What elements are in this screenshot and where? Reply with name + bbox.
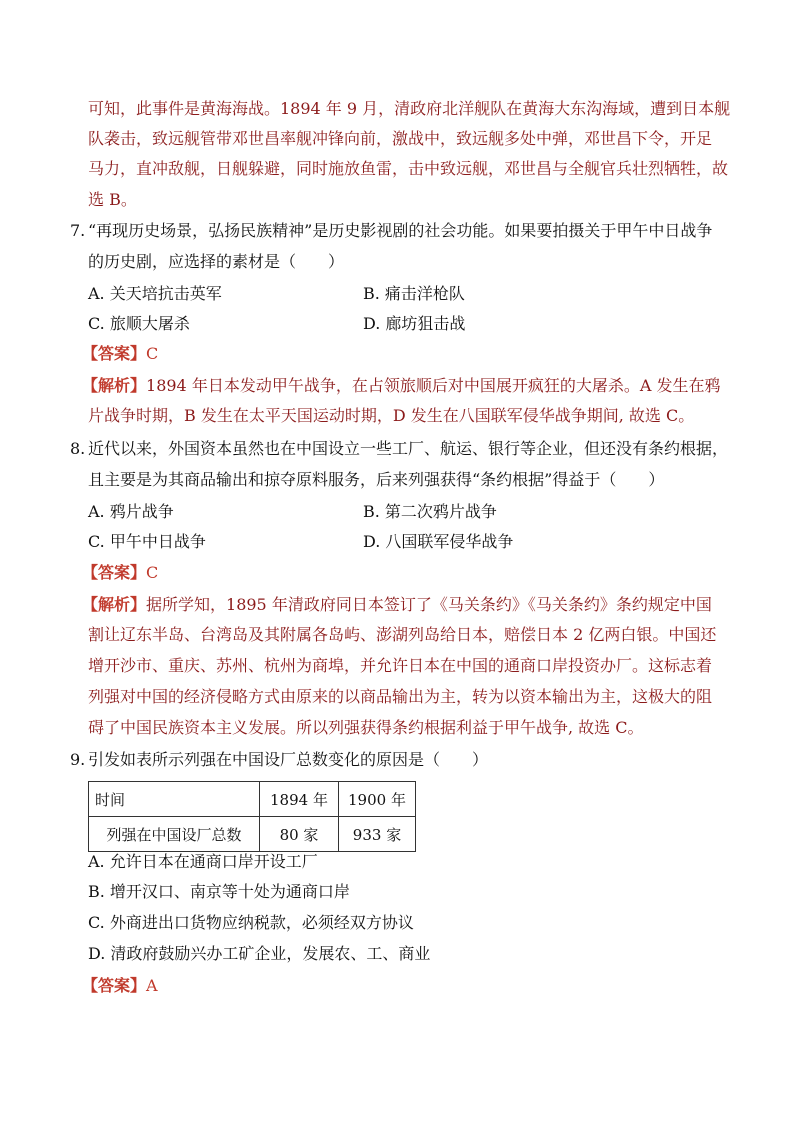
table-header-row (89, 782, 416, 817)
analysis-tag: 【解析】 (82, 376, 147, 395)
table-header-cell: 1900 年 (339, 782, 416, 817)
q9-option-b: B. 增开汉口、南京等十处为通商口岸 (88, 882, 350, 901)
q8-analysis-line-4: 列强对中国的经济侵略方式由原来的以商品输出为主，转为以资本输出为主，这极大的阻 (88, 687, 713, 706)
table-header-cell: 时间 (89, 782, 260, 817)
analysis6-line-2: 队袭击，致远舰管带邓世昌率舰冲锋向前，激战中，致远舰多处中弹，邓世昌下令，开足 (88, 129, 713, 148)
q9-option-d: D. 清政府鼓励兴办工矿企业，发展农、工、商业 (88, 944, 431, 963)
table-cell: 933 家 (339, 817, 416, 852)
q7-number: 7. (70, 221, 86, 240)
q8-analysis-line-1 (82, 595, 712, 615)
q8-answer (82, 563, 158, 583)
q8-stem-line-1: 近代以来，外国资本虽然也在中国设立一些工厂、航运、银行等企业，但还没有条约根据， (88, 439, 729, 458)
q9-number: 9. (70, 750, 86, 769)
q9-stem: 引发如表所示列强在中国设厂总数变化的原因是（ ） (88, 750, 489, 769)
analysis-tag: 【解析】 (82, 595, 147, 614)
q7-stem-line-2: 的历史剧，应选择的素材是（ ） (88, 252, 345, 271)
q7-analysis-line-1 (82, 376, 720, 396)
answer-tag: 【答案】 (82, 344, 147, 363)
table-cell: 80 家 (260, 817, 339, 852)
answer-value: C (146, 563, 159, 582)
factory-count-table (88, 781, 416, 852)
analysis6-line-1: 可知，此事件是黄海海战。1894 年 9 月，清政府北洋舰队在黄海大东沟海域，遭到日本舰 (88, 99, 731, 118)
analysis-text: 据所学知，1895 年清政府同日本签订了《马关条约》《马关条约》条约规定中国 (146, 595, 712, 614)
q8-number: 8. (70, 439, 86, 458)
q8-stem-line-2: 且主要是为其商品输出和掠夺原料服务，后来列强获得“条约根据”得益于（ ） (88, 470, 665, 489)
q7-option-d: D. 廊坊狙击战 (363, 314, 466, 333)
answer-value: A (146, 976, 158, 995)
analysis6-line-3: 马力，直冲敌舰，日舰躲避，同时施放鱼雷，击中致远舰，邓世昌与全舰官兵壮烈牺牲，故 (88, 159, 729, 178)
q9-option-a: A. 允许日本在通商口岸开设工厂 (88, 852, 318, 871)
q7-analysis-line-2: 片战争时期，B 发生在太平天国运动时期，D 发生在八国联军侵华战争期间, 故选 C。 (88, 406, 695, 425)
q7-option-a: A. 关天培抗击英军 (88, 284, 222, 303)
q8-option-b: B. 第二次鸦片战争 (363, 502, 497, 521)
q7-option-b: B. 痛击洋枪队 (363, 284, 465, 303)
q9-answer (82, 976, 158, 996)
q8-analysis-line-2: 割让辽东半岛、台湾岛及其附属各岛屿、澎湖列岛给日本，赔偿日本 2 亿两白银。中国还 (88, 625, 717, 644)
analysis-text: 1894 年日本发动甲午战争，在占领旅顺后对中国展开疯狂的大屠杀。A 发生在鸦 (146, 376, 721, 395)
table-row (89, 817, 416, 852)
q9-option-c: C. 外商进出口货物应纳税款，必须经双方协议 (88, 913, 414, 932)
answer-tag: 【答案】 (82, 976, 147, 995)
table-cell: 列强在中国设厂总数 (89, 817, 260, 852)
q7-answer (82, 344, 158, 364)
answer-value: C (146, 344, 159, 363)
q8-option-c: C. 甲午中日战争 (88, 532, 206, 551)
q8-option-d: D. 八国联军侵华战争 (363, 532, 514, 551)
answer-tag: 【答案】 (82, 563, 147, 582)
q8-option-a: A. 鸦片战争 (88, 502, 174, 521)
analysis6-line-4: 选 B。 (88, 190, 137, 209)
q7-stem-line-1: “再现历史场景，弘扬民族精神”是历史影视剧的社会功能。如果要拍摄关于甲午中日战争 (88, 221, 713, 240)
q7-option-c: C. 旅顺大屠杀 (88, 314, 190, 333)
q8-analysis-line-3: 增开沙市、重庆、苏州、杭州为商埠，并允许日本在中国的通商口岸投资办厂。这标志着 (88, 656, 713, 675)
table-header-cell: 1894 年 (260, 782, 339, 817)
q8-analysis-line-5: 碍了中国民族资本主义发展。所以列强获得条约根据利益于甲午战争, 故选 C。 (88, 718, 644, 737)
